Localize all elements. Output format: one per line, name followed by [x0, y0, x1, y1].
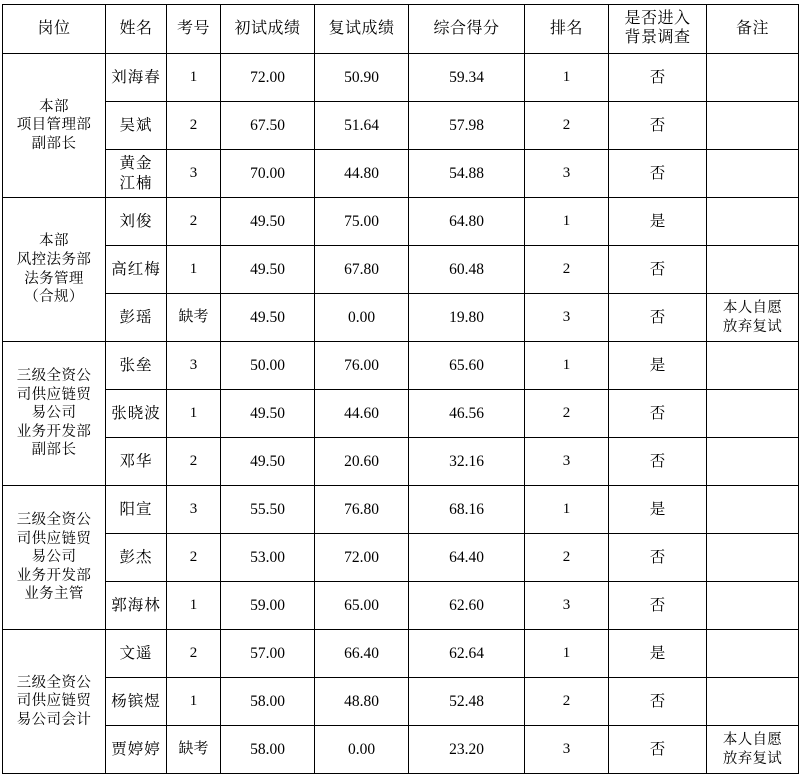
post-line: 法务管理 — [24, 270, 84, 287]
post-cell — [3, 486, 106, 630]
post-line: 副部长 — [31, 442, 77, 459]
header-row — [3, 5, 799, 54]
remark-line: 放弃复试 — [722, 750, 783, 767]
background-check-cell: 否 — [609, 726, 707, 774]
name-cell: 刘俊 — [106, 198, 167, 246]
recruitment-score-table — [2, 4, 799, 774]
rank-cell: 3 — [525, 438, 609, 486]
column-header-rank — [525, 5, 609, 54]
remark-cell — [707, 486, 799, 534]
remark-cell — [707, 294, 799, 342]
total-score-cell: 57.98 — [409, 102, 525, 150]
name-cell: 邓华 — [106, 438, 167, 486]
total-score-cell: 23.20 — [409, 726, 525, 774]
total-score-cell: 52.48 — [409, 678, 525, 726]
total-score-cell: 46.56 — [409, 390, 525, 438]
first-score-cell: 49.50 — [221, 198, 315, 246]
second-score-cell: 0.00 — [315, 726, 409, 774]
table-row — [3, 198, 799, 246]
name-cell: 郭海林 — [106, 582, 167, 630]
column-header-line: 复试成绩 — [328, 19, 395, 37]
total-score-cell: 68.16 — [409, 486, 525, 534]
first-score-cell: 50.00 — [221, 342, 315, 390]
post-line: 易公司 — [31, 549, 77, 566]
second-score-cell: 50.90 — [315, 54, 409, 102]
name-cell: 杨镔煜 — [106, 678, 167, 726]
second-score-cell: 20.60 — [315, 438, 409, 486]
background-check-cell: 否 — [609, 438, 707, 486]
rank-cell: 2 — [525, 390, 609, 438]
first-score-cell: 57.00 — [221, 630, 315, 678]
exam-no-cell: 2 — [167, 438, 221, 486]
rank-cell: 3 — [525, 582, 609, 630]
total-score-cell: 62.60 — [409, 582, 525, 630]
post-line: 本部 — [39, 98, 69, 115]
background-check-cell: 是 — [609, 198, 707, 246]
rank-cell: 3 — [525, 726, 609, 774]
second-score-cell: 0.00 — [315, 294, 409, 342]
remark-cell — [707, 342, 799, 390]
table-row — [3, 678, 799, 726]
column-header-background_check — [609, 5, 707, 54]
post-line: 司供应链贸 — [16, 530, 92, 547]
column-header-line: 考号 — [176, 19, 210, 37]
first-score-cell: 49.50 — [221, 438, 315, 486]
remark-cell — [707, 102, 799, 150]
background-check-cell: 否 — [609, 102, 707, 150]
total-score-cell: 59.34 — [409, 54, 525, 102]
remark-cell — [707, 630, 799, 678]
table-body — [3, 54, 799, 774]
total-score-cell: 62.64 — [409, 630, 525, 678]
column-header-line: 背景调查 — [624, 29, 691, 46]
background-check-cell: 否 — [609, 678, 707, 726]
remark-line: 本人自愿 — [722, 731, 783, 748]
exam-no-cell: 缺考 — [167, 294, 221, 342]
post-cell — [3, 198, 106, 342]
table-row — [3, 342, 799, 390]
table-row — [3, 102, 799, 150]
name-cell: 文遥 — [106, 630, 167, 678]
table-row — [3, 390, 799, 438]
column-header-line: 综合得分 — [433, 19, 500, 37]
second-score-cell: 76.80 — [315, 486, 409, 534]
column-header-remark — [707, 5, 799, 54]
name-line: 黄金 — [119, 154, 153, 172]
second-score-cell: 76.00 — [315, 342, 409, 390]
second-score-cell: 72.00 — [315, 534, 409, 582]
first-score-cell: 58.00 — [221, 726, 315, 774]
table-row — [3, 150, 799, 198]
exam-no-cell: 1 — [167, 390, 221, 438]
name-cell: 吴斌 — [106, 102, 167, 150]
column-header-second_score — [315, 5, 409, 54]
rank-cell: 2 — [525, 678, 609, 726]
post-cell — [3, 342, 106, 486]
post-line: 业务开发部 — [16, 423, 92, 440]
table-row — [3, 726, 799, 774]
post-line: 副部长 — [31, 135, 77, 152]
table-row — [3, 630, 799, 678]
post-cell — [3, 54, 106, 198]
exam-no-cell: 2 — [167, 102, 221, 150]
rank-cell: 1 — [525, 486, 609, 534]
column-header-exam_no — [167, 5, 221, 54]
table-row — [3, 438, 799, 486]
post-line: 司供应链贸 — [16, 693, 92, 710]
second-score-cell: 48.80 — [315, 678, 409, 726]
remark-cell — [707, 390, 799, 438]
exam-no-cell: 2 — [167, 630, 221, 678]
second-score-cell: 65.00 — [315, 582, 409, 630]
rank-cell: 2 — [525, 534, 609, 582]
exam-no-cell: 1 — [167, 678, 221, 726]
exam-no-cell: 3 — [167, 486, 221, 534]
table-row — [3, 294, 799, 342]
name-cell: 贾婷婷 — [106, 726, 167, 774]
column-header-line: 排名 — [549, 19, 583, 37]
post-line: 易公司 — [31, 405, 77, 422]
remark-cell — [707, 246, 799, 294]
rank-cell: 1 — [525, 198, 609, 246]
name-cell: 高红梅 — [106, 246, 167, 294]
first-score-cell: 58.00 — [221, 678, 315, 726]
rank-cell: 3 — [525, 294, 609, 342]
total-score-cell: 54.88 — [409, 150, 525, 198]
column-header-line: 姓名 — [119, 19, 153, 37]
first-score-cell: 55.50 — [221, 486, 315, 534]
column-header-line: 初试成绩 — [234, 19, 301, 37]
second-score-cell: 51.64 — [315, 102, 409, 150]
name-line: 江楠 — [119, 174, 153, 192]
remark-line: 放弃复试 — [722, 318, 783, 335]
first-score-cell: 70.00 — [221, 150, 315, 198]
exam-no-cell: 2 — [167, 198, 221, 246]
name-cell: 彭瑶 — [106, 294, 167, 342]
table-row — [3, 534, 799, 582]
name-cell — [106, 150, 167, 198]
post-cell — [3, 630, 106, 774]
total-score-cell: 19.80 — [409, 294, 525, 342]
post-line: 项目管理部 — [16, 117, 92, 134]
table-row — [3, 486, 799, 534]
first-score-cell: 49.50 — [221, 390, 315, 438]
background-check-cell: 否 — [609, 390, 707, 438]
rank-cell: 2 — [525, 102, 609, 150]
remark-cell — [707, 198, 799, 246]
post-line: 三级全资公 — [16, 368, 92, 385]
exam-no-cell: 2 — [167, 534, 221, 582]
remark-cell — [707, 582, 799, 630]
background-check-cell: 是 — [609, 630, 707, 678]
first-score-cell: 49.50 — [221, 294, 315, 342]
post-line: 三级全资公 — [16, 674, 92, 691]
rank-cell: 1 — [525, 630, 609, 678]
post-line: （合规） — [24, 289, 84, 306]
exam-no-cell: 缺考 — [167, 726, 221, 774]
remark-cell — [707, 534, 799, 582]
first-score-cell: 49.50 — [221, 246, 315, 294]
rank-cell: 1 — [525, 342, 609, 390]
background-check-cell: 否 — [609, 534, 707, 582]
column-header-line: 是否进入 — [624, 10, 691, 28]
first-score-cell: 67.50 — [221, 102, 315, 150]
column-header-total_score — [409, 5, 525, 54]
exam-no-cell: 1 — [167, 54, 221, 102]
second-score-cell: 75.00 — [315, 198, 409, 246]
post-line: 司供应链贸 — [16, 386, 92, 403]
column-header-first_score — [221, 5, 315, 54]
column-header-line: 岗位 — [37, 19, 71, 37]
post-line: 三级全资公 — [16, 512, 92, 529]
column-header-name — [106, 5, 167, 54]
total-score-cell: 65.60 — [409, 342, 525, 390]
background-check-cell: 否 — [609, 294, 707, 342]
column-header-line: 备注 — [735, 19, 769, 37]
first-score-cell: 59.00 — [221, 582, 315, 630]
total-score-cell: 32.16 — [409, 438, 525, 486]
remark-cell — [707, 438, 799, 486]
exam-no-cell: 1 — [167, 582, 221, 630]
remark-cell — [707, 726, 799, 774]
second-score-cell: 44.60 — [315, 390, 409, 438]
rank-cell: 2 — [525, 246, 609, 294]
second-score-cell: 44.80 — [315, 150, 409, 198]
name-cell: 彭杰 — [106, 534, 167, 582]
name-cell: 刘海春 — [106, 54, 167, 102]
total-score-cell: 60.48 — [409, 246, 525, 294]
background-check-cell: 是 — [609, 486, 707, 534]
first-score-cell: 53.00 — [221, 534, 315, 582]
post-line: 易公司会计 — [16, 711, 92, 728]
rank-cell: 3 — [525, 150, 609, 198]
background-check-cell: 否 — [609, 150, 707, 198]
second-score-cell: 67.80 — [315, 246, 409, 294]
background-check-cell: 否 — [609, 54, 707, 102]
post-line: 风控法务部 — [16, 251, 92, 268]
rank-cell: 1 — [525, 54, 609, 102]
table-header — [3, 5, 799, 54]
name-cell: 张晓波 — [106, 390, 167, 438]
post-line: 本部 — [39, 233, 69, 250]
name-cell: 阳宣 — [106, 486, 167, 534]
name-cell: 张垒 — [106, 342, 167, 390]
exam-no-cell: 3 — [167, 150, 221, 198]
table-row — [3, 54, 799, 102]
table-row — [3, 582, 799, 630]
background-check-cell: 否 — [609, 246, 707, 294]
total-score-cell: 64.80 — [409, 198, 525, 246]
post-line: 业务主管 — [24, 586, 84, 603]
column-header-post — [3, 5, 106, 54]
table-row — [3, 246, 799, 294]
background-check-cell: 否 — [609, 582, 707, 630]
post-line: 业务开发部 — [16, 567, 92, 584]
background-check-cell: 是 — [609, 342, 707, 390]
total-score-cell: 64.40 — [409, 534, 525, 582]
remark-cell — [707, 678, 799, 726]
remark-line: 本人自愿 — [722, 299, 783, 316]
exam-no-cell: 3 — [167, 342, 221, 390]
remark-cell — [707, 54, 799, 102]
second-score-cell: 66.40 — [315, 630, 409, 678]
first-score-cell: 72.00 — [221, 54, 315, 102]
remark-cell — [707, 150, 799, 198]
exam-no-cell: 1 — [167, 246, 221, 294]
